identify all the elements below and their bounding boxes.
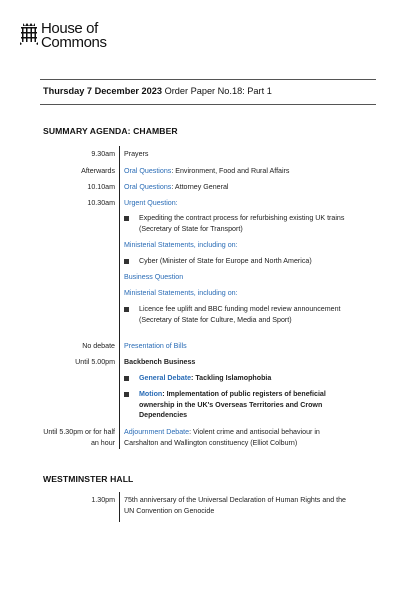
agenda-item: : Attorney General <box>171 183 229 191</box>
adjournment-debate-link[interactable]: Adjournment Debate <box>124 428 190 436</box>
agenda-item: : Environment, Food and Rural Affairs <box>171 167 290 175</box>
agenda-subitem: Cyber (Minister of State for Europe and North America) <box>139 257 312 265</box>
square-bullet-icon <box>124 216 129 221</box>
agenda-time: No debate <box>82 342 115 350</box>
order-paper-date: Thursday 7 December 2023 <box>43 86 162 96</box>
logo-line-1: House of <box>41 20 98 37</box>
urgent-question-link[interactable]: Urgent Question: <box>124 199 178 207</box>
portcullis-icon <box>20 23 38 45</box>
order-paper-number: Order Paper No.18: Part 1 <box>164 86 272 96</box>
chamber-divider <box>119 146 120 449</box>
agenda-time: Afterwards <box>81 167 115 175</box>
agenda-time: Until 5.00pm <box>75 358 115 366</box>
ministerial-statements-link[interactable]: Ministerial Statements, including on: <box>124 241 238 249</box>
square-bullet-icon <box>124 376 129 381</box>
header-bottom-rule <box>40 104 376 105</box>
business-question-link[interactable]: Business Question <box>124 273 184 281</box>
agenda-time: 10.10am <box>87 183 115 191</box>
agenda-subitem: Licence fee uplift and BBC funding model review announcement (Secretary of State for Culture, Media and Sport) <box>139 305 341 324</box>
agenda-item: : Violent crime and antisocial behaviour in Carshalton and Wallington constituency (Elliot Colburn) <box>124 428 320 447</box>
agenda-item: Prayers <box>124 150 149 158</box>
order-paper-title <box>43 86 272 96</box>
agenda-time: Until 5.30pm or for half an hour <box>43 428 115 447</box>
square-bullet-icon <box>124 307 129 312</box>
chamber-heading: SUMMARY AGENDA: CHAMBER <box>43 126 178 136</box>
logo-line-2: Commons <box>41 34 107 51</box>
ministerial-statements-link[interactable]: Ministerial Statements, including on: <box>124 289 238 297</box>
westminster-hall-heading: WESTMINSTER HALL <box>43 474 134 484</box>
presentation-of-bills-link[interactable]: Presentation of Bills <box>124 342 187 350</box>
agenda-item: 75th anniversary of the Universal Declaration of Human Rights and the UN Convention on Genocide <box>124 496 346 515</box>
oral-questions-link[interactable]: Oral Questions <box>124 167 172 175</box>
agenda-subitem: : Implementation of public registers of beneficial ownership in the UK's Overseas Territories and Crown Dependencies <box>139 390 326 419</box>
oral-questions-link[interactable]: Oral Questions <box>124 183 172 191</box>
square-bullet-icon <box>124 392 129 397</box>
square-bullet-icon <box>124 259 129 264</box>
motion-link[interactable]: Motion <box>139 390 163 398</box>
general-debate-link[interactable]: General Debate <box>139 374 192 382</box>
agenda-subitem: Expediting the contract process for refurbishing existing UK trains (Secretary of State for Transport) <box>139 214 345 233</box>
westminster-divider <box>119 492 120 522</box>
house-of-commons-logo <box>20 22 107 50</box>
agenda-time: 9.30am <box>91 150 115 158</box>
agenda-time: 10.30am <box>87 199 115 207</box>
agenda-time: 1.30pm <box>91 496 115 504</box>
header-top-rule <box>40 79 376 80</box>
backbench-business-label: Backbench Business <box>124 358 196 366</box>
agenda-subitem: : Tackling Islamophobia <box>191 374 272 382</box>
